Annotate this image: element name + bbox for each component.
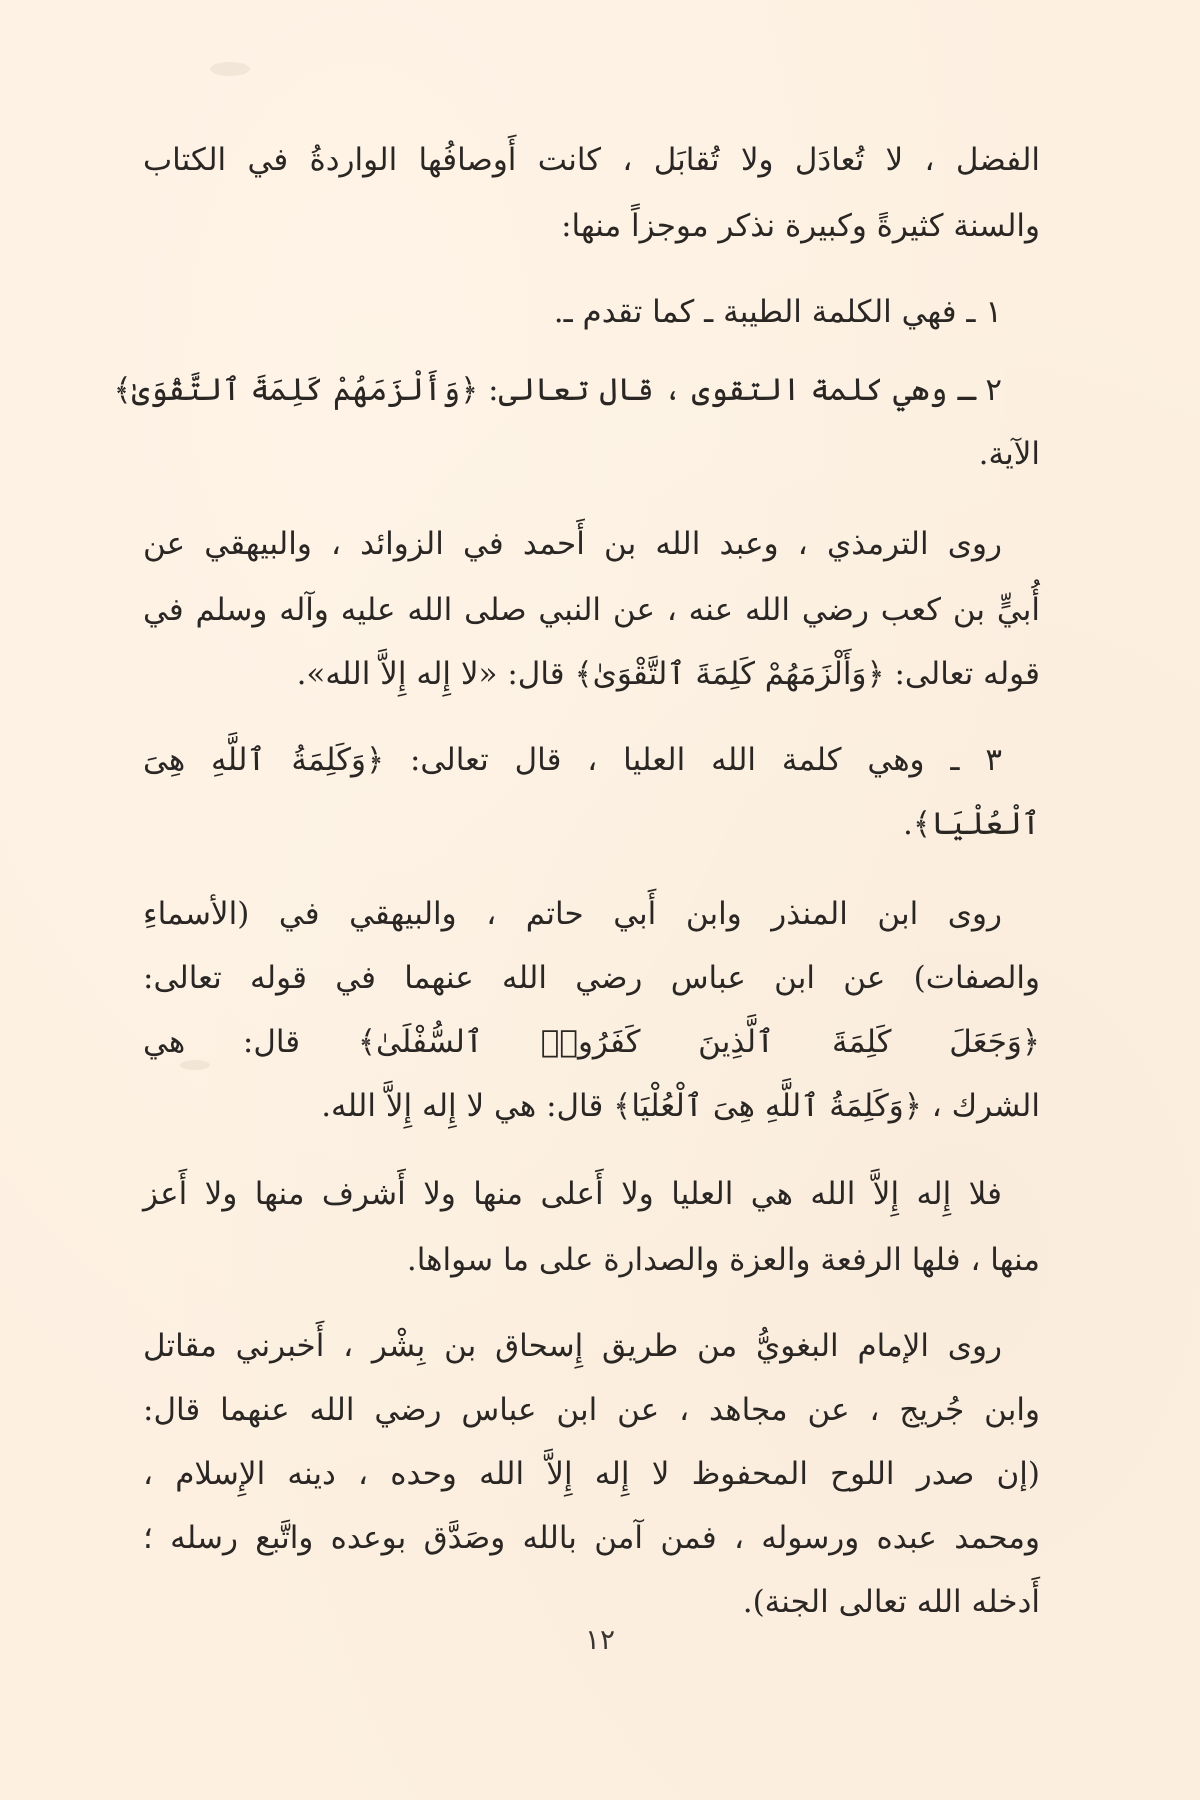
text-line: الفضل ، لا تُعادَل ولا تُقابَل ، كانت أَوصافُها الواردةُ في الكتاب [143, 142, 1040, 178]
text-line: وابن جُريج ، عن مجاهد ، عن ابن عباس رضي الله عنهما قال: [143, 1392, 1040, 1428]
text-line: روى الإمام البغويُّ من طريق إِسحاق بن بِشْر ، أَخبرني مقاتل [143, 1328, 1002, 1364]
text-line: (إن صدر اللوح المحفوظ لا إِله إِلاَّ الله وحده ، دينه الإِسلام ، [143, 1456, 1040, 1492]
text-line: ٱلْعُلْيَا﴾. [902, 806, 1040, 842]
text-line: منها ، فلها الرفعة والعزة والصدارة على ما سواها. [406, 1242, 1040, 1278]
page-body [113, 0, 1040, 1800]
text-line: أَدخله الله تعالى الجنة). [742, 1584, 1040, 1620]
text-line: أُبيٍّ بن كعب رضي الله عنه ، عن النبي صلى الله عليه وآله وسلم في [143, 592, 1040, 628]
list-item-3: ٣ ـ وهي كلمة الله العليا ، قال تعالى: ﴿وَكَلِمَةُ ٱللَّهِ هِىَ [143, 742, 1002, 778]
page-number: ١٢ [584, 1623, 616, 1656]
text-line: ﴿وَجَعَلَ كَلِمَةَ ٱلَّذِينَ كَفَرُوا۟ ٱلسُّفْلَىٰ﴾ قال: هي [143, 1024, 1040, 1060]
text-line: فلا إِله إِلاَّ الله هي العليا ولا أَعلى منها ولا أَشرف منها ولا أَعز [143, 1176, 1002, 1212]
text-line: والصفات) عن ابن عباس رضي الله عنهما في قوله تعالى: [143, 960, 1040, 996]
text-line: قوله تعالى: ﴿وَأَلْزَمَهُمْ كَلِمَةَ ٱلتَّقْوَىٰ﴾ قال: «لا إِله إِلاَّ الله». [296, 656, 1040, 692]
list-item-1: ١ ـ فهي الكلمة الطيبة ـ كما تقدم ـ. [553, 294, 1002, 330]
text-line: والسنة كثيرةً وكبيرة نذكر موجزاً منها: [561, 208, 1040, 244]
text-line: روى ابن المنذر وابن أَبي حاتم ، والبيهقي في (الأسماءِ [143, 896, 1002, 932]
text-line: الآية. [978, 436, 1040, 472]
list-item-2: ٢ ـ وهي كلمة التقوى ، قال تعالى: ﴿وَأَلْزَمَهُمْ كَلِمَةَ ٱلتَّقْوَىٰ﴾ [113, 372, 1002, 408]
text-line: روى الترمذي ، وعبد الله بن أَحمد في الزوائد ، والبيهقي عن [143, 526, 1002, 562]
text-line: ومحمد عبده ورسوله ، فمن آمن بالله وصَدَّق بوعده واتَّبع رسله ؛ [143, 1520, 1040, 1556]
text-line: الشرك ، ﴿وَكَلِمَةُ ٱللَّهِ هِىَ ٱلْعُلْيَا﴾ قال: هي لا إِله إِلاَّ الله. [321, 1088, 1040, 1124]
